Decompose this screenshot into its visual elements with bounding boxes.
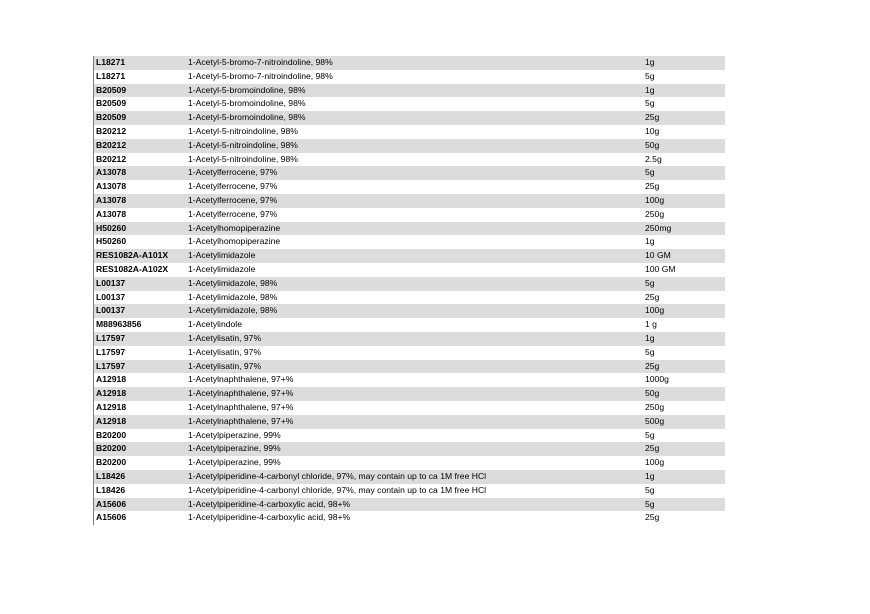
table-row: [94, 373, 725, 387]
package-size: 25g: [645, 360, 660, 371]
product-code: L17597: [96, 360, 126, 371]
table-row: [94, 97, 725, 111]
package-size: 5g: [645, 429, 655, 440]
table-row: [94, 180, 725, 194]
product-code: A12918: [96, 374, 127, 385]
product-code: A13078: [96, 167, 127, 178]
package-size: 5g: [645, 167, 655, 178]
package-size: 1g: [645, 84, 655, 95]
table-row: [94, 360, 725, 374]
product-code: RES1082A-A101X: [96, 250, 169, 261]
product-code: L17597: [96, 346, 126, 357]
table-row: [94, 332, 725, 346]
product-name: 1-Acetylpiperazine, 99%: [188, 443, 281, 454]
product-name: 1-Acetylimidazole, 98%: [188, 291, 278, 302]
table-row: [94, 304, 725, 318]
product-name: 1-Acetylpiperidine-4-carboxylic acid, 98+%: [188, 512, 351, 523]
product-code: L18271: [96, 70, 126, 81]
product-name: 1-Acetylhomopiperazine: [188, 236, 281, 247]
package-size: 25g: [645, 512, 660, 523]
table-row: [94, 484, 725, 498]
package-size: 1000g: [645, 374, 669, 385]
table-row: [94, 70, 725, 84]
package-size: 25g: [645, 181, 660, 192]
product-code: A12918: [96, 401, 127, 412]
product-name: 1-Acetylferrocene, 97%: [188, 208, 278, 219]
package-size: 25g: [645, 112, 660, 123]
package-size: 10 GM: [645, 250, 671, 261]
product-code: H50260: [96, 236, 127, 247]
package-size: 50g: [645, 139, 660, 150]
product-name: 1-Acetylnaphthalene, 97+%: [188, 388, 294, 399]
table-row: [94, 429, 725, 443]
table-row: [94, 511, 725, 525]
product-code: L00137: [96, 291, 126, 302]
table-row: [94, 318, 725, 332]
package-size: 250mg: [645, 222, 672, 233]
product-name: 1-Acetylindole: [188, 319, 242, 330]
table-row: [94, 84, 725, 98]
table-row: [94, 387, 725, 401]
product-code: A15606: [96, 498, 127, 509]
product-code: B20200: [96, 457, 127, 468]
product-name: 1-Acetyl-5-nitroindoline, 98%: [188, 139, 298, 150]
table-row: [94, 401, 725, 415]
product-code: L18426: [96, 484, 126, 495]
product-name: 1-Acetylpiperazine, 99%: [188, 429, 281, 440]
product-code: B20200: [96, 443, 127, 454]
product-name: 1-Acetylisatin, 97%: [188, 332, 262, 343]
package-size: 1g: [645, 332, 655, 343]
table-row: [94, 125, 725, 139]
package-size: 10g: [645, 125, 660, 136]
product-name: 1-Acetylpiperazine, 99%: [188, 457, 281, 468]
product-code: A12918: [96, 415, 127, 426]
table-row: [94, 208, 725, 222]
package-size: 25g: [645, 443, 660, 454]
product-code: L17597: [96, 332, 126, 343]
package-size: 1g: [645, 57, 655, 67]
package-size: 250g: [645, 208, 665, 219]
table-row: [94, 249, 725, 263]
product-code: L18426: [96, 470, 126, 481]
table-row: [94, 470, 725, 484]
table-row: [94, 111, 725, 125]
table-row: [94, 153, 725, 167]
product-code: B20509: [96, 84, 127, 95]
product-name: 1-Acetyl-5-bromoindoline, 98%: [188, 84, 306, 95]
product-code: B20509: [96, 98, 127, 109]
product-name: 1-Acetylpiperidine-4-carbonyl chloride, 97%, may contain up to ca 1M free HCl: [188, 484, 487, 495]
product-name: 1-Acetylimidazole, 98%: [188, 305, 278, 316]
product-name: 1-Acetyl-5-nitroindoline, 98%: [188, 153, 298, 164]
product-code: A13078: [96, 181, 127, 192]
product-name: 1-Acetylnaphthalene, 97+%: [188, 374, 294, 385]
product-code: B20212: [96, 139, 127, 150]
product-code: B20212: [96, 125, 127, 136]
product-name: 1-Acetylferrocene, 97%: [188, 181, 278, 192]
product-name: 1-Acetylisatin, 97%: [188, 346, 262, 357]
table-row: [94, 194, 725, 208]
product-name: 1-Acetylisatin, 97%: [188, 360, 262, 371]
product-name: 1-Acetylhomopiperazine: [188, 222, 281, 233]
package-size: 5g: [645, 484, 655, 495]
package-size: 25g: [645, 291, 660, 302]
product-code: L18271: [96, 57, 126, 67]
product-code: A13078: [96, 194, 127, 205]
product-name: 1-Acetylimidazole: [188, 250, 256, 261]
package-size: 250g: [645, 401, 665, 412]
product-name: 1-Acetyl-5-bromo-7-nitroindoline, 98%: [188, 70, 333, 81]
product-name: 1-Acetylnaphthalene, 97+%: [188, 415, 294, 426]
product-code: B20200: [96, 429, 127, 440]
product-code: B20509: [96, 112, 127, 123]
product-table: [93, 56, 725, 525]
product-code: A15606: [96, 512, 127, 523]
product-name: 1-Acetylnaphthalene, 97+%: [188, 401, 294, 412]
table-row: [94, 442, 725, 456]
package-size: 50g: [645, 388, 660, 399]
package-size: 100g: [645, 194, 665, 205]
table-row: [94, 498, 725, 512]
package-size: 5g: [645, 498, 655, 509]
package-size: 100g: [645, 305, 665, 316]
product-name: 1-Acetylferrocene, 97%: [188, 167, 278, 178]
product-code: M88963856: [96, 319, 142, 330]
table-row: [94, 166, 725, 180]
product-name: 1-Acetyl-5-bromoindoline, 98%: [188, 112, 306, 123]
package-size: 100g: [645, 457, 665, 468]
table-row: [94, 291, 725, 305]
package-size: 5g: [645, 70, 655, 81]
product-code: L00137: [96, 305, 126, 316]
product-name: 1-Acetylimidazole: [188, 263, 256, 274]
package-size: 5g: [645, 277, 655, 288]
product-name: 1-Acetylferrocene, 97%: [188, 194, 278, 205]
package-size: 1g: [645, 236, 655, 247]
table-row: [94, 56, 725, 70]
table-row: [94, 346, 725, 360]
table-row: [94, 263, 725, 277]
product-name: 1-Acetyl-5-bromo-7-nitroindoline, 98%: [188, 57, 333, 67]
product-code: B20212: [96, 153, 127, 164]
package-size: 5g: [645, 98, 655, 109]
table-row: [94, 456, 725, 470]
table-row: [94, 235, 725, 249]
package-size: 1 g: [645, 319, 657, 330]
table-row: [94, 415, 725, 429]
table-row: [94, 222, 725, 236]
product-name: 1-Acetylpiperidine-4-carbonyl chloride, 97%, may contain up to ca 1M free HCl: [188, 470, 487, 481]
package-size: 5g: [645, 346, 655, 357]
product-name: 1-Acetyl-5-nitroindoline, 98%: [188, 125, 298, 136]
package-size: 500g: [645, 415, 665, 426]
package-size: 100 GM: [645, 263, 676, 274]
table-row: [94, 139, 725, 153]
package-size: 2.5g: [645, 153, 662, 164]
product-code: RES1082A-A102X: [96, 263, 169, 274]
table-row: [94, 277, 725, 291]
product-code: L00137: [96, 277, 126, 288]
product-name: 1-Acetylpiperidine-4-carboxylic acid, 98+%: [188, 498, 351, 509]
product-code: A13078: [96, 208, 127, 219]
product-code: H50260: [96, 222, 127, 233]
product-code: A12918: [96, 388, 127, 399]
product-name: 1-Acetyl-5-bromoindoline, 98%: [188, 98, 306, 109]
package-size: 1g: [645, 470, 655, 481]
product-name: 1-Acetylimidazole, 98%: [188, 277, 278, 288]
